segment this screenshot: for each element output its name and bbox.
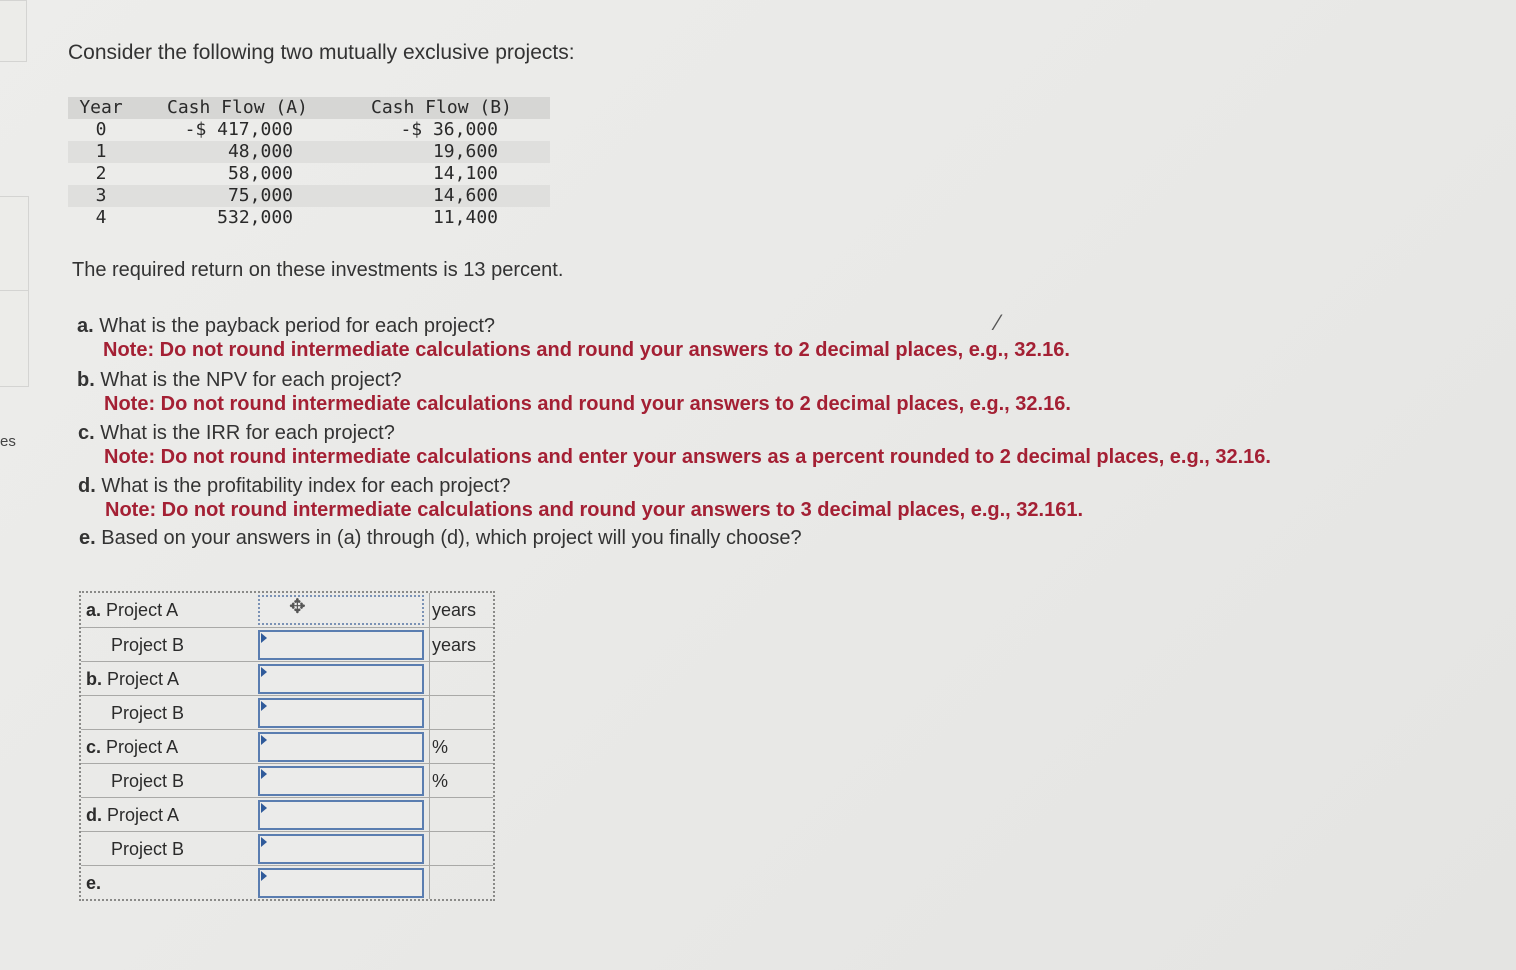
question-e [79,527,802,550]
answer-label: d. Project A [86,805,180,825]
cash-flow-header-row [68,97,550,119]
answer-unit: years [429,628,493,661]
cash-flow-a-cell: 75,000 [227,185,293,206]
side-panel-fragment-top [0,0,27,62]
move-cursor-icon: ✥ [289,596,306,618]
answer-unit: % [429,730,493,763]
irr-project-a-input[interactable] [258,732,424,762]
question-text: What is the NPV for each project? [100,369,402,391]
answer-row-e [81,865,493,899]
payback-project-b-input[interactable] [258,630,424,660]
answer-row-c-project-a [81,729,493,763]
table-row [68,141,550,163]
npv-project-b-input[interactable] [258,698,424,728]
table-row [68,185,550,207]
header-year: Year [79,97,123,118]
question-b [77,369,402,392]
cash-flow-b-cell: 14,100 [432,163,498,184]
answer-row-d-project-b [81,831,493,865]
question-text: What is the profitability index for each project? [101,475,511,497]
cash-flow-a-cell: 532,000 [217,207,293,228]
pen-mark: ⁄ [996,310,1000,335]
answer-unit [429,662,493,695]
required-return-text: The required return on these investments is 13 percent. [72,259,564,281]
header-cash-flow-b: Cash Flow (B) [371,97,512,118]
question-c-note: Note: Do not round intermediate calculations and enter your answers as a percent rounded to 2 decimal places, e.g., 32.16. [104,446,1271,468]
answer-table [79,591,495,901]
answer-label: a. Project A [86,600,179,620]
year-cell: 4 [95,207,107,228]
payback-project-a-input[interactable] [258,595,424,625]
question-letter: e. [79,527,96,549]
answer-row-d-project-a [81,797,493,831]
year-cell: 2 [95,163,107,184]
answer-label: Project B [111,771,185,791]
year-cell: 1 [95,141,107,162]
table-row [68,163,550,185]
answer-row-b-project-a [81,661,493,695]
year-cell: 3 [95,185,107,206]
question-c [78,422,395,445]
answer-row-b-project-b [81,695,493,729]
question-d-note: Note: Do not round intermediate calculations and round your answers to 3 decimal places, e.g., 32.161. [105,499,1084,521]
answer-unit: years [429,593,493,627]
final-choice-select[interactable] [258,868,424,898]
year-cell: 0 [95,119,107,140]
answer-unit [429,696,493,729]
irr-project-b-input[interactable] [258,766,424,796]
side-panel-fragment-lower [0,290,29,387]
question-letter: b. [77,369,95,391]
cash-flow-b-cell: 19,600 [432,141,498,162]
question-letter: a. [77,315,94,337]
question-text: What is the payback period for each project? [99,315,496,337]
answer-label: Project B [111,703,185,723]
pi-project-a-input[interactable] [258,800,424,830]
answer-unit [429,832,493,865]
question-a-note: Note: Do not round intermediate calculations and round your answers to 2 decimal places, e.g., 32.16. [103,339,1070,361]
pi-project-b-input[interactable] [258,834,424,864]
answer-label: e. [86,873,102,893]
question-a [77,315,495,338]
answer-row-a-project-b [81,627,493,661]
cash-flow-b-cell: 14,600 [432,185,498,206]
cash-flow-a-cell: -$ 417,000 [184,119,293,140]
cash-flow-a-cell: 58,000 [227,163,293,184]
answer-label: Project B [111,839,185,859]
cash-flow-a-cell: 48,000 [227,141,293,162]
answer-unit [429,866,493,899]
question-letter: c. [78,422,95,444]
answer-unit [429,798,493,831]
question-letter: d. [78,475,96,497]
answer-label: Project B [111,635,185,655]
header-cash-flow-a: Cash Flow (A) [167,97,308,118]
answer-row-a-project-a [81,593,493,627]
cash-flow-b-cell: 11,400 [432,207,498,228]
cash-flow-table [68,97,550,229]
table-row [68,119,550,141]
answer-row-c-project-b [81,763,493,797]
answer-label: b. Project A [86,669,180,689]
question-text: What is the IRR for each project? [100,422,395,444]
npv-project-a-input[interactable] [258,664,424,694]
answer-unit: % [429,764,493,797]
intro-text: Consider the following two mutually exclusive projects: [68,41,575,64]
cash-flow-b-cell: -$ 36,000 [400,119,498,140]
question-text: Based on your answers in (a) through (d), which project will you finally choose? [101,527,802,549]
question-b-note: Note: Do not round intermediate calculations and round your answers to 2 decimal places, e.g., 32.16. [104,393,1071,415]
question-d [78,475,510,498]
table-row [68,207,550,229]
answer-label: c. Project A [86,737,179,757]
side-panel-fragment-middle [0,196,29,293]
side-panel-text: es [0,433,16,450]
